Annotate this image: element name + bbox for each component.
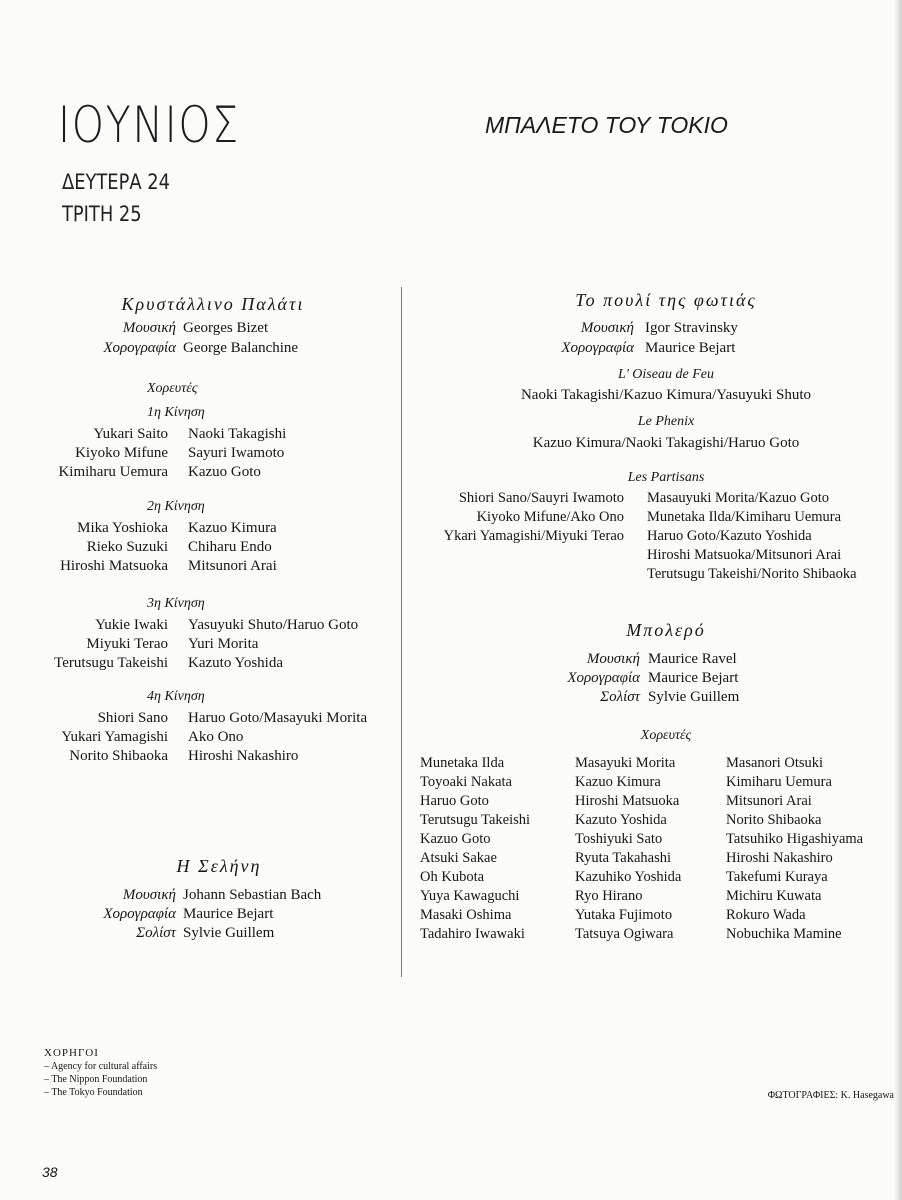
dancer-name-right: Yasuyuki Shuto/Haruo Goto <box>188 617 359 633</box>
dancer-name-left: Miyuki Terao <box>86 636 168 652</box>
movement-title: 2η Κίνηση <box>147 499 205 514</box>
partisans-label: Les Partisans <box>627 470 705 485</box>
dancer-name-right: Naoki Takagishi <box>188 426 287 442</box>
phenix-label: Le Phenix <box>637 414 695 429</box>
dancer-name: Ryuta Takahashi <box>575 850 671 866</box>
dancer-name: Yutaka Fujimoto <box>575 907 673 923</box>
dancer-name: Yuya Kawaguchi <box>420 888 520 904</box>
dancer-name-left: Kiyoko Mifune <box>75 445 168 461</box>
music-composer: Georges Bizet <box>183 320 269 336</box>
page-number: 38 <box>42 1164 58 1180</box>
dancer-name: Ryo Hirano <box>575 888 643 904</box>
dancer-name-right: Ako Ono <box>188 729 244 745</box>
music-label: Μουσική <box>122 320 176 336</box>
dancer-name-left: Terutsugu Takeishi <box>54 655 168 671</box>
dancer-name: Tatsuhiko Higashiyama <box>726 831 864 847</box>
movement-title: 1η Κίνηση <box>147 405 205 420</box>
sponsor-item: – The Tokyo Foundation <box>44 1087 143 1098</box>
work-title-crystal-palace: Κρυστάλλινο Παλάτι <box>121 294 305 314</box>
partisans-left-list <box>404 489 624 546</box>
dancer-name-right: Hiroshi Nakashiro <box>188 748 299 764</box>
list-item: Ykari Yamagishi/Miyuki Terao <box>443 528 624 544</box>
dancer-name: Masanori Otsuki <box>726 755 824 771</box>
bolero-dancers-col-2 <box>575 754 681 944</box>
date-line-2: ΤΡΙΤΗ 25 <box>62 202 142 226</box>
dancers-label: Χορευτές <box>640 728 692 743</box>
dancer-name: Mitsunori Arai <box>726 793 812 809</box>
dancer-name: Masaki Oshima <box>420 907 512 923</box>
page-edge-shadow <box>894 0 902 1200</box>
photo-credit: ΦΩΤΟΓΡΑΦΙΕΣ: K. Hasegawa <box>767 1090 894 1101</box>
music-label: Μουσική <box>586 651 640 667</box>
dancer-name: Masayuki Morita <box>575 755 676 771</box>
work-title-the-moon: Η Σελήνη <box>176 856 262 876</box>
sponsor-item: – The Nippon Foundation <box>44 1074 148 1085</box>
choreographer: Maurice Bejart <box>648 670 739 686</box>
dancer-name-right: Chiharu Endo <box>188 539 272 555</box>
dancer-name-left: Yukari Yamagishi <box>61 729 168 745</box>
dancer-name-left: Norito Shibaoka <box>69 748 168 764</box>
music-composer: Maurice Ravel <box>648 651 737 667</box>
soloist: Sylvie Guillem <box>183 925 275 941</box>
dancer-name-left: Hiroshi Matsuoka <box>60 558 168 574</box>
month-heading: ΙΟΥΝΙΟΣ <box>58 96 240 154</box>
choreographer: George Balanchine <box>183 340 299 356</box>
dancer-name-left: Yukie Iwaki <box>95 617 168 633</box>
dancer-name: Toshiyuki Sato <box>575 831 663 847</box>
choreography-label: Χορογραφία <box>567 670 640 686</box>
music-composer: Johann Sebastian Bach <box>183 887 322 903</box>
movement-title: 4η Κίνηση <box>147 689 205 704</box>
work-title-bolero: Μπολερό <box>626 620 706 640</box>
music-composer: Igor Stravinsky <box>645 320 738 336</box>
column-divider <box>401 287 402 977</box>
movement-title: 3η Κίνηση <box>147 596 205 611</box>
dancer-name: Tadahiro Iwawaki <box>420 926 525 942</box>
soloist-label: Σολίστ <box>136 925 176 941</box>
list-item: Kiyoko Mifune/Ako Ono <box>476 509 624 525</box>
list-item: Munetaka Ilda/Kimiharu Uemura <box>647 509 842 525</box>
music-label: Μουσική <box>580 320 634 336</box>
phenix-cast: Kazuo Kimura/Naoki Takagishi/Haruo Goto <box>532 435 800 451</box>
bolero-dancers-col-3 <box>726 754 863 944</box>
choreographer: Maurice Bejart <box>183 906 274 922</box>
list-item: Masauyuki Morita/Kazuo Goto <box>647 490 830 506</box>
dancer-name: Kazuto Yoshida <box>575 812 667 828</box>
list-item: Terutsugu Takeishi/Norito Shibaoka <box>647 566 857 582</box>
music-label: Μουσική <box>122 887 176 903</box>
dancer-name-right: Kazuo Goto <box>188 464 261 480</box>
choreographer: Maurice Bejart <box>645 340 736 356</box>
dancer-name: Oh Kubota <box>420 869 485 885</box>
list-item: Haruo Goto/Kazuto Yoshida <box>647 528 812 544</box>
oiseau-label: L' Oiseau de Feu <box>618 367 714 382</box>
dancer-name: Kimiharu Uemura <box>726 774 832 790</box>
dancer-name-right: Kazuto Yoshida <box>188 655 284 671</box>
dancer-name-right: Sayuri Iwamoto <box>188 445 285 461</box>
dancer-name-left: Kimiharu Uemura <box>58 464 168 480</box>
soloist-label: Σολίστ <box>600 689 640 705</box>
dancer-name: Rokuro Wada <box>726 907 806 923</box>
oiseau-cast: Naoki Takagishi/Kazuo Kimura/Yasuyuki Shuto <box>520 387 812 403</box>
list-item: Shiori Sano/Sauyri Iwamoto <box>458 490 624 506</box>
soloist: Sylvie Guillem <box>648 689 740 705</box>
partisans-right-list <box>647 489 857 584</box>
company-title: ΜΠΑΛΕΤΟ ΤΟΥ ΤΟΚΙΟ <box>485 112 728 138</box>
dancer-name: Hiroshi Matsuoka <box>575 793 680 809</box>
dancer-name: Kazuo Goto <box>420 831 491 847</box>
dancer-name: Takefumi Kuraya <box>726 869 828 885</box>
dancer-name-left: Mika Yoshioka <box>77 520 168 536</box>
dancer-name-right: Mitsunori Arai <box>188 558 277 574</box>
dancer-name-left: Rieko Suzuki <box>86 539 168 555</box>
choreography-label: Χορογραφία <box>561 340 634 356</box>
work-title-firebird: Το πουλί της φωτιάς <box>575 290 757 310</box>
choreography-label: Χορογραφία <box>103 906 176 922</box>
dancer-name: Michiru Kuwata <box>726 888 822 904</box>
bolero-dancers-col-1 <box>420 754 530 944</box>
dancer-name: Kazuhiko Yoshida <box>575 869 682 885</box>
dancer-name: Kazuo Kimura <box>575 774 661 790</box>
date-line-1: ΔΕΥΤΕΡΑ 24 <box>62 170 170 194</box>
list-item: Hiroshi Matsuoka/Mitsunori Arai <box>647 547 842 563</box>
sponsors-heading: ΧΟΡΗΓΟΙ <box>44 1047 99 1059</box>
choreography-label: Χορογραφία <box>103 340 176 356</box>
dancers-label: Χορευτές <box>147 381 198 396</box>
dancer-name: Haruo Goto <box>420 793 489 809</box>
dancer-name: Terutsugu Takeishi <box>420 812 531 828</box>
dancer-name: Munetaka Ilda <box>420 755 505 771</box>
dancer-name: Toyoaki Nakata <box>420 774 512 790</box>
dancer-name-right: Yuri Morita <box>188 636 259 652</box>
dancer-name-right: Haruo Goto/Masayuki Morita <box>188 710 368 726</box>
sponsor-item: – Agency for cultural affairs <box>44 1061 158 1072</box>
dancer-name: Norito Shibaoka <box>726 812 822 828</box>
dancer-name: Tatsuya Ogiwara <box>575 926 674 942</box>
dancer-name: Hiroshi Nakashiro <box>726 850 833 866</box>
dancer-name-right: Kazuo Kimura <box>188 520 277 536</box>
dancer-name: Nobuchika Mamine <box>726 926 842 942</box>
dancer-name-left: Shiori Sano <box>97 710 168 726</box>
dancer-name-left: Yukari Saito <box>93 426 168 442</box>
dancer-name: Atsuki Sakae <box>420 850 497 866</box>
